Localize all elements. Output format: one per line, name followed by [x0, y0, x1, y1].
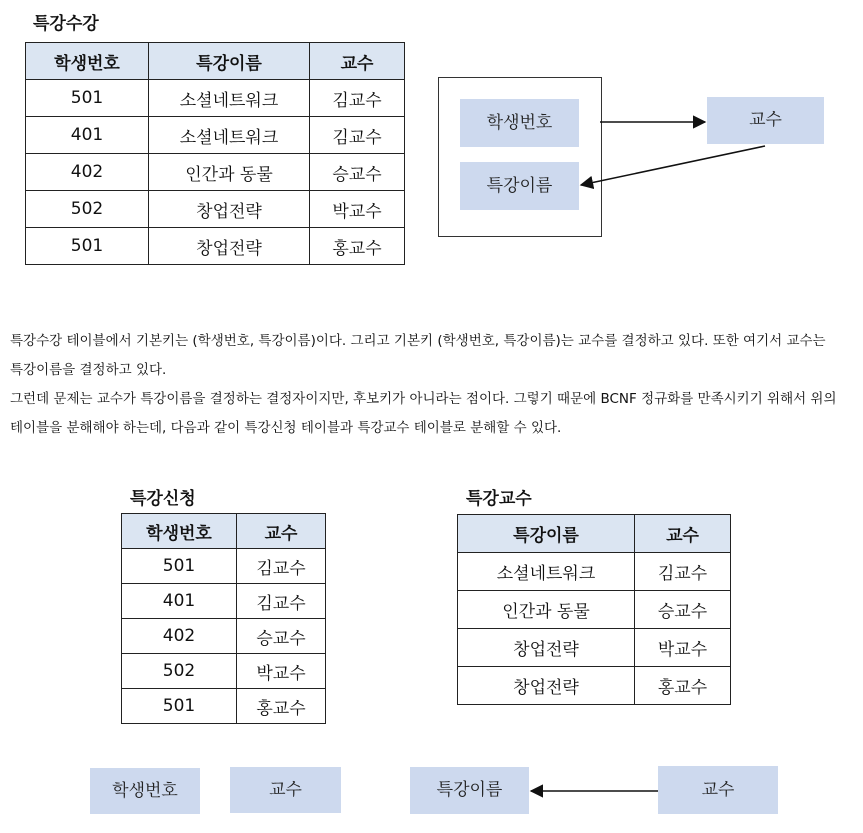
cell-professor: 김교수: [237, 549, 326, 584]
left-header-professor: 교수: [237, 514, 326, 549]
cell-student: 402: [26, 154, 149, 191]
right-header-course: 특강이름: [458, 515, 635, 553]
cell-professor: 홍교수: [237, 689, 326, 724]
fd-course-box: 특강이름: [460, 162, 579, 210]
cell-professor: 김교수: [237, 584, 326, 619]
cell-course: 인간과 동물: [458, 591, 635, 629]
cell-course: 창업전략: [458, 629, 635, 667]
cell-professor: 박교수: [310, 191, 405, 228]
arrow-professor-to-course: [581, 146, 765, 185]
cell-student: 502: [26, 191, 149, 228]
left-table-title: 특강신청: [130, 489, 196, 509]
explanation-paragraph-2: 그런데 문제는 교수가 특강이름을 결정하는 결정자이지만, 후보키가 아니라는 점이다. 그렇기 때문에 BCNF 정규화를 만족시키기 위해서 위의 테이블을 분해해야 하는데, 다음과 같이 특강신청 테이블과 특강교수 테이블로 분해할 수 있다.: [10, 391, 837, 436]
bottom-course-box: 특강이름: [410, 767, 529, 814]
cell-student: 501: [26, 80, 149, 117]
cell-student: 501: [26, 228, 149, 265]
cell-student: 502: [122, 654, 237, 689]
cell-course: 창업전략: [458, 667, 635, 705]
top-header-course: 특강이름: [149, 43, 310, 80]
cell-professor: 박교수: [635, 629, 731, 667]
cell-professor: 승교수: [310, 154, 405, 191]
cell-student: 401: [122, 584, 237, 619]
cell-professor: 승교수: [237, 619, 326, 654]
cell-professor: 홍교수: [310, 228, 405, 265]
cell-course: 인간과 동물: [149, 154, 310, 191]
top-header-professor: 교수: [310, 43, 405, 80]
cell-professor: 홍교수: [635, 667, 731, 705]
cell-professor: 승교수: [635, 591, 731, 629]
right-table-title: 특강교수: [466, 489, 532, 509]
cell-student: 402: [122, 619, 237, 654]
bottom-professor-box-1: 교수: [230, 767, 341, 813]
explanation-paragraph-1: 특강수강 테이블에서 기본키는 (학생번호, 특강이름)이다. 그리고 기본키 (학생번호, 특강이름)는 교수를 결정하고 있다. 또한 여기서 교수는 특강이름을 결정하고 있다.: [10, 333, 826, 378]
cell-course: 창업전략: [149, 228, 310, 265]
cell-course: 소셜네트워크: [458, 553, 635, 591]
cell-student: 401: [26, 117, 149, 154]
cell-course: 창업전략: [149, 191, 310, 228]
top-table-title: 특강수강: [33, 14, 99, 34]
cell-professor: 박교수: [237, 654, 326, 689]
fd-professor-box: 교수: [707, 97, 824, 144]
fd-student-box: 학생번호: [460, 99, 579, 147]
bottom-professor-box-2: 교수: [658, 766, 778, 814]
right-header-professor: 교수: [635, 515, 731, 553]
cell-professor: 김교수: [310, 80, 405, 117]
left-header-student: 학생번호: [122, 514, 237, 549]
top-header-student: 학생번호: [26, 43, 149, 80]
cell-course: 소셜네트워크: [149, 117, 310, 154]
cell-professor: 김교수: [310, 117, 405, 154]
bottom-student-box: 학생번호: [90, 768, 200, 814]
cell-course: 소셜네트워크: [149, 80, 310, 117]
cell-student: 501: [122, 549, 237, 584]
cell-student: 501: [122, 689, 237, 724]
cell-professor: 김교수: [635, 553, 731, 591]
